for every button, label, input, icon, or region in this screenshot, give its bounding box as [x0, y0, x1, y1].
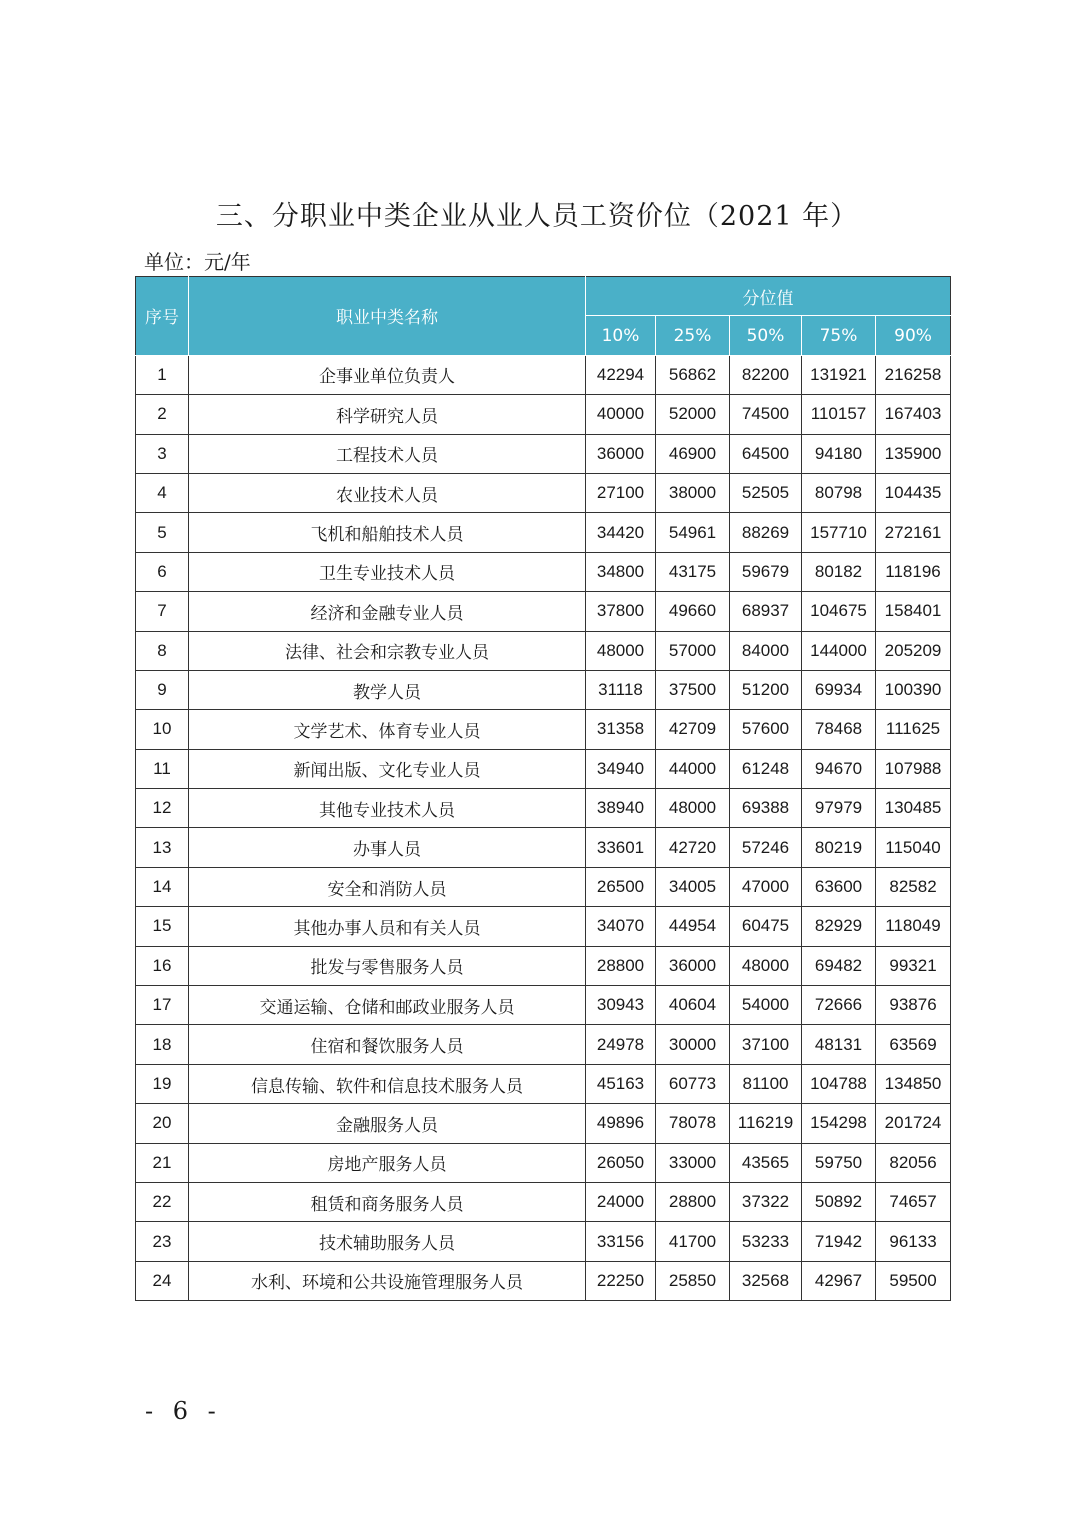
row-value-p90: 93876	[876, 986, 951, 1025]
row-value-p25: 52000	[656, 395, 730, 434]
table-row	[136, 1104, 951, 1143]
header-p75: 75%	[802, 316, 876, 355]
row-value-p25: 28800	[656, 1182, 730, 1221]
row-occupation-name: 技术辅助服务人员	[189, 1222, 586, 1261]
table-header	[136, 277, 951, 356]
row-value-p25: 54961	[656, 513, 730, 552]
row-value-p50: 64500	[730, 434, 802, 473]
row-value-p75: 157710	[802, 513, 876, 552]
row-value-p10: 42294	[586, 355, 656, 394]
row-value-p50: 51200	[730, 670, 802, 709]
table-row	[136, 631, 951, 670]
row-value-p90: 130485	[876, 789, 951, 828]
row-value-p10: 30943	[586, 986, 656, 1025]
table-row	[136, 1222, 951, 1261]
table-row	[136, 789, 951, 828]
row-value-p90: 99321	[876, 946, 951, 985]
row-value-p25: 40604	[656, 986, 730, 1025]
row-value-p10: 49896	[586, 1104, 656, 1143]
page-number: - 6 -	[145, 1397, 222, 1425]
row-value-p90: 134850	[876, 1064, 951, 1103]
row-value-p90: 63569	[876, 1025, 951, 1064]
row-seq: 5	[136, 513, 189, 552]
row-value-p75: 72666	[802, 986, 876, 1025]
row-value-p50: 52505	[730, 473, 802, 512]
row-value-p50: 81100	[730, 1064, 802, 1103]
row-value-p90: 272161	[876, 513, 951, 552]
row-value-p50: 88269	[730, 513, 802, 552]
row-value-p50: 61248	[730, 749, 802, 788]
row-value-p10: 48000	[586, 631, 656, 670]
row-occupation-name: 文学艺术、体育专业人员	[189, 710, 586, 749]
row-occupation-name: 交通运输、仓储和邮政业服务人员	[189, 986, 586, 1025]
table-row	[136, 867, 951, 906]
row-value-p75: 154298	[802, 1104, 876, 1143]
row-value-p50: 82200	[730, 355, 802, 394]
row-value-p25: 44954	[656, 907, 730, 946]
row-seq: 19	[136, 1064, 189, 1103]
row-occupation-name: 科学研究人员	[189, 395, 586, 434]
header-p90: 90%	[876, 316, 951, 355]
row-value-p75: 94670	[802, 749, 876, 788]
row-value-p75: 42967	[802, 1261, 876, 1300]
row-value-p25: 57000	[656, 631, 730, 670]
row-value-p10: 26050	[586, 1143, 656, 1182]
row-value-p75: 48131	[802, 1025, 876, 1064]
row-occupation-name: 飞机和船舶技术人员	[189, 513, 586, 552]
table-row	[136, 907, 951, 946]
row-value-p75: 80798	[802, 473, 876, 512]
row-value-p25: 36000	[656, 946, 730, 985]
row-seq: 7	[136, 592, 189, 631]
table-row	[136, 670, 951, 709]
row-value-p10: 45163	[586, 1064, 656, 1103]
row-occupation-name: 金融服务人员	[189, 1104, 586, 1143]
table-row	[136, 986, 951, 1025]
table-row	[136, 828, 951, 867]
row-value-p25: 46900	[656, 434, 730, 473]
row-value-p10: 40000	[586, 395, 656, 434]
row-value-p50: 59679	[730, 552, 802, 591]
row-value-p10: 38940	[586, 789, 656, 828]
row-value-p25: 41700	[656, 1222, 730, 1261]
row-value-p90: 118196	[876, 552, 951, 591]
row-value-p10: 26500	[586, 867, 656, 906]
unit-label: 单位：元/年	[144, 250, 251, 274]
row-value-p50: 32568	[730, 1261, 802, 1300]
table-row	[136, 749, 951, 788]
row-seq: 16	[136, 946, 189, 985]
row-occupation-name: 房地产服务人员	[189, 1143, 586, 1182]
row-seq: 9	[136, 670, 189, 709]
row-value-p75: 63600	[802, 867, 876, 906]
row-value-p50: 57600	[730, 710, 802, 749]
row-value-p10: 34420	[586, 513, 656, 552]
row-value-p90: 205209	[876, 631, 951, 670]
row-value-p50: 37322	[730, 1182, 802, 1221]
row-value-p25: 30000	[656, 1025, 730, 1064]
row-value-p25: 42720	[656, 828, 730, 867]
row-seq: 13	[136, 828, 189, 867]
row-value-p50: 69388	[730, 789, 802, 828]
row-value-p50: 84000	[730, 631, 802, 670]
row-seq: 2	[136, 395, 189, 434]
row-value-p90: 167403	[876, 395, 951, 434]
row-value-p25: 43175	[656, 552, 730, 591]
row-value-p50: 43565	[730, 1143, 802, 1182]
row-value-p10: 33156	[586, 1222, 656, 1261]
row-value-p90: 216258	[876, 355, 951, 394]
row-occupation-name: 卫生专业技术人员	[189, 552, 586, 591]
row-value-p10: 24978	[586, 1025, 656, 1064]
row-value-p25: 49660	[656, 592, 730, 631]
row-value-p25: 56862	[656, 355, 730, 394]
row-value-p90: 100390	[876, 670, 951, 709]
row-value-p75: 78468	[802, 710, 876, 749]
row-value-p75: 82929	[802, 907, 876, 946]
row-occupation-name: 办事人员	[189, 828, 586, 867]
row-seq: 8	[136, 631, 189, 670]
row-value-p25: 38000	[656, 473, 730, 512]
row-seq: 4	[136, 473, 189, 512]
row-occupation-name: 法律、社会和宗教专业人员	[189, 631, 586, 670]
row-seq: 21	[136, 1143, 189, 1182]
row-value-p25: 37500	[656, 670, 730, 709]
header-percentile-group: 分位值	[586, 277, 951, 316]
row-occupation-name: 批发与零售服务人员	[189, 946, 586, 985]
row-value-p25: 25850	[656, 1261, 730, 1300]
row-value-p90: 82582	[876, 867, 951, 906]
row-seq: 1	[136, 355, 189, 394]
row-value-p10: 27100	[586, 473, 656, 512]
row-value-p75: 131921	[802, 355, 876, 394]
row-value-p75: 104675	[802, 592, 876, 631]
row-value-p50: 116219	[730, 1104, 802, 1143]
row-value-p50: 37100	[730, 1025, 802, 1064]
row-value-p50: 74500	[730, 395, 802, 434]
row-value-p50: 57246	[730, 828, 802, 867]
table-row	[136, 355, 951, 394]
row-seq: 10	[136, 710, 189, 749]
row-value-p75: 97979	[802, 789, 876, 828]
row-value-p25: 48000	[656, 789, 730, 828]
row-value-p50: 47000	[730, 867, 802, 906]
row-occupation-name: 教学人员	[189, 670, 586, 709]
row-seq: 23	[136, 1222, 189, 1261]
row-seq: 17	[136, 986, 189, 1025]
row-value-p75: 50892	[802, 1182, 876, 1221]
row-value-p90: 135900	[876, 434, 951, 473]
row-value-p10: 33601	[586, 828, 656, 867]
row-value-p25: 78078	[656, 1104, 730, 1143]
row-occupation-name: 其他办事人员和有关人员	[189, 907, 586, 946]
header-seq: 序号	[136, 277, 189, 356]
table-row	[136, 1025, 951, 1064]
row-value-p90: 201724	[876, 1104, 951, 1143]
row-seq: 6	[136, 552, 189, 591]
row-seq: 3	[136, 434, 189, 473]
table-row	[136, 1182, 951, 1221]
row-value-p10: 34070	[586, 907, 656, 946]
row-value-p50: 48000	[730, 946, 802, 985]
row-value-p75: 71942	[802, 1222, 876, 1261]
row-value-p50: 60475	[730, 907, 802, 946]
row-value-p10: 34800	[586, 552, 656, 591]
row-seq: 22	[136, 1182, 189, 1221]
header-p25: 25%	[656, 316, 730, 355]
row-occupation-name: 农业技术人员	[189, 473, 586, 512]
row-occupation-name: 新闻出版、文化专业人员	[189, 749, 586, 788]
page-title: 三、分职业中类企业从业人员工资价位（2021 年）	[215, 201, 859, 232]
row-value-p75: 69482	[802, 946, 876, 985]
row-occupation-name: 信息传输、软件和信息技术服务人员	[189, 1064, 586, 1103]
row-value-p90: 59500	[876, 1261, 951, 1300]
row-occupation-name: 水利、环境和公共设施管理服务人员	[189, 1261, 586, 1300]
row-value-p75: 104788	[802, 1064, 876, 1103]
row-value-p75: 59750	[802, 1143, 876, 1182]
row-occupation-name: 经济和金融专业人员	[189, 592, 586, 631]
table-row	[136, 946, 951, 985]
table-row	[136, 473, 951, 512]
row-value-p90: 118049	[876, 907, 951, 946]
row-value-p90: 96133	[876, 1222, 951, 1261]
row-value-p10: 37800	[586, 592, 656, 631]
row-value-p10: 31118	[586, 670, 656, 709]
table-row	[136, 1261, 951, 1300]
row-value-p25: 44000	[656, 749, 730, 788]
row-seq: 14	[136, 867, 189, 906]
row-value-p75: 144000	[802, 631, 876, 670]
row-value-p10: 34940	[586, 749, 656, 788]
wage-table	[135, 276, 951, 1301]
row-value-p90: 107988	[876, 749, 951, 788]
row-seq: 11	[136, 749, 189, 788]
row-value-p50: 53233	[730, 1222, 802, 1261]
row-value-p75: 94180	[802, 434, 876, 473]
row-value-p75: 80219	[802, 828, 876, 867]
row-value-p10: 36000	[586, 434, 656, 473]
row-value-p25: 60773	[656, 1064, 730, 1103]
row-value-p25: 34005	[656, 867, 730, 906]
row-value-p10: 22250	[586, 1261, 656, 1300]
row-value-p50: 68937	[730, 592, 802, 631]
row-occupation-name: 其他专业技术人员	[189, 789, 586, 828]
row-value-p90: 104435	[876, 473, 951, 512]
header-name: 职业中类名称	[189, 277, 586, 356]
row-value-p25: 42709	[656, 710, 730, 749]
table-row	[136, 552, 951, 591]
row-value-p10: 31358	[586, 710, 656, 749]
table-row	[136, 395, 951, 434]
row-occupation-name: 企事业单位负责人	[189, 355, 586, 394]
row-value-p25: 33000	[656, 1143, 730, 1182]
row-value-p50: 54000	[730, 986, 802, 1025]
row-value-p90: 111625	[876, 710, 951, 749]
row-value-p75: 110157	[802, 395, 876, 434]
table-row	[136, 513, 951, 552]
row-value-p90: 82056	[876, 1143, 951, 1182]
row-value-p10: 24000	[586, 1182, 656, 1221]
row-value-p75: 69934	[802, 670, 876, 709]
table-row	[136, 1143, 951, 1182]
table-row	[136, 592, 951, 631]
header-p50: 50%	[730, 316, 802, 355]
row-value-p90: 115040	[876, 828, 951, 867]
row-occupation-name: 工程技术人员	[189, 434, 586, 473]
row-value-p90: 158401	[876, 592, 951, 631]
row-seq: 12	[136, 789, 189, 828]
row-occupation-name: 住宿和餐饮服务人员	[189, 1025, 586, 1064]
row-occupation-name: 安全和消防人员	[189, 867, 586, 906]
table-body	[136, 355, 951, 1300]
row-occupation-name: 租赁和商务服务人员	[189, 1182, 586, 1221]
table-row	[136, 434, 951, 473]
row-seq: 15	[136, 907, 189, 946]
row-value-p75: 80182	[802, 552, 876, 591]
table-row	[136, 1064, 951, 1103]
row-seq: 24	[136, 1261, 189, 1300]
row-seq: 20	[136, 1104, 189, 1143]
row-seq: 18	[136, 1025, 189, 1064]
table-row	[136, 710, 951, 749]
row-value-p90: 74657	[876, 1182, 951, 1221]
row-value-p10: 28800	[586, 946, 656, 985]
header-p10: 10%	[586, 316, 656, 355]
